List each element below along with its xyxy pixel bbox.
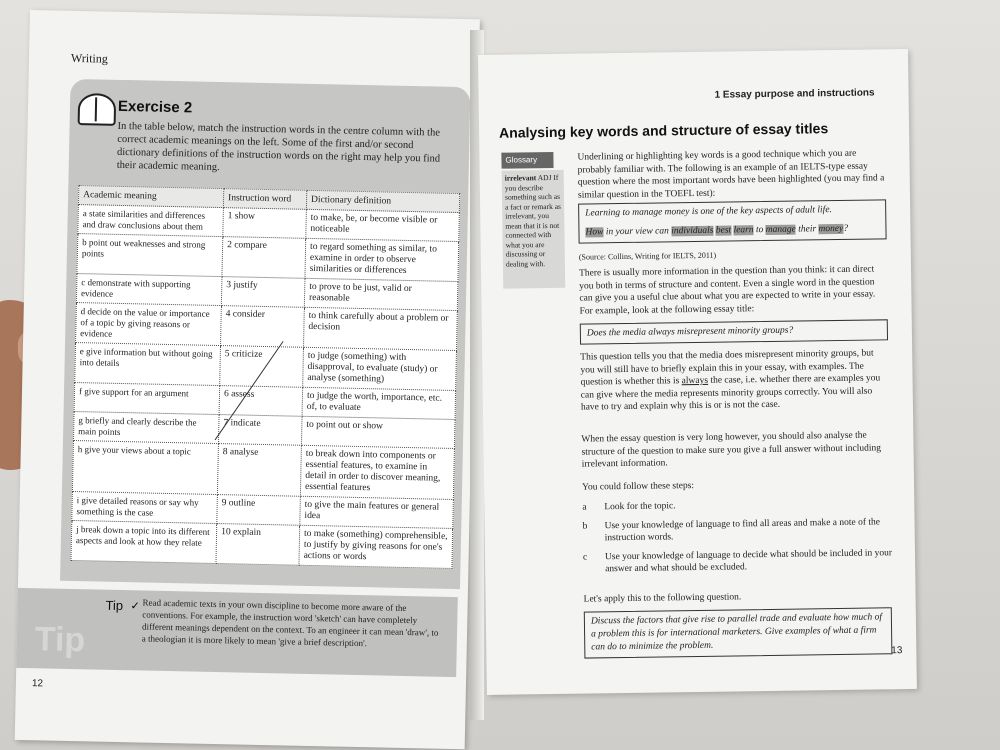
exercise-title: Exercise 2 (117, 97, 193, 117)
definition-cell: to make (something) comprehensible, to justify by giving reasons for one's actions or words (299, 525, 453, 568)
definition-cell: to think carefully about a problem or decision (303, 307, 457, 350)
glossary-entry (502, 170, 566, 289)
plain-text: their (795, 224, 819, 235)
word-cell: 1 show (223, 208, 307, 239)
meaning-cell: i give detailed reasons or say why something is the case (72, 491, 218, 523)
exercise-box (60, 79, 470, 589)
meaning-cell: j break down a topic into its different aspects and look at how they relate (71, 520, 217, 563)
meaning-cell: d decide on the value or importance of a topic by giving reasons or evidence (76, 303, 222, 346)
list-item (582, 497, 892, 514)
glossary-tab: Glossary (501, 152, 553, 169)
paragraph-1: Underlining or highlighting key words is a good technique which you are probably familiar with. The following is an example of an IELTS-type essay question where the most important words have been highlighted (you may find a similar question in the TOEFL test): (577, 148, 885, 201)
highlight-word: manage (765, 224, 796, 235)
definition-cell: to prove to be just, valid or reasonable (304, 278, 458, 310)
right-page (478, 49, 917, 695)
definition-cell: to judge (something) with disapproval, to evaluate (study) or analyse (something) (303, 347, 457, 390)
right-page-number: 13 (891, 645, 903, 657)
example-question-line-2 (585, 222, 879, 239)
meaning-cell: b point out weaknesses and strong points (77, 234, 223, 277)
example-question-line-1: Learning to manage money is one of the key aspects of adult life. (585, 205, 832, 219)
word-cell: 2 compare (222, 237, 306, 279)
meaning-cell: g briefly and clearly describe the main points (73, 412, 219, 444)
paragraph-2: There is usually more information in the question than you think: it can direct you both in terms of structure and content. Even a single word in the question can give you a useful clue about what you are expected to write in your essay. For example, look at the following essay title: (578, 264, 876, 317)
header-dictionary-definition: Dictionary definition (306, 190, 459, 212)
tip-label: Tip (105, 597, 124, 614)
meaning-cell: f give support for an argument (74, 383, 220, 415)
word-cell: 9 outline (217, 495, 301, 526)
left-page (15, 10, 480, 749)
highlight-word: money (818, 223, 844, 235)
definition-cell: to point out or show (301, 416, 455, 448)
header-academic-meaning: Academic meaning (78, 186, 223, 208)
exercise-intro: In the table below, match the instruction words in the centre column with the correct academic meanings on the left. Some of the first and/or second dictionary definitions of the instruction words on the right may help you find their academic meaning. (116, 120, 441, 174)
tip-box (16, 588, 458, 677)
paragraph-4: When the essay question is very long however, you should also analyse the structure of the question to make sure you give a full answer without including irrelevant information. (581, 430, 882, 470)
left-page-number: 12 (31, 678, 44, 690)
word-cell: 10 explain (216, 524, 300, 566)
plain-text: to (753, 225, 766, 236)
pencil-match-line (211, 336, 293, 448)
definition-cell: to judge the worth, importance, etc. of, to evaluate (302, 387, 456, 419)
glossary-term: irrelevant (504, 173, 537, 183)
meaning-cell: h give your views about a topic (72, 441, 218, 495)
list-item (583, 547, 893, 576)
definition-cell: to give the main features or general idea (300, 496, 454, 528)
meaning-cell: e give information but without going into details (75, 343, 221, 386)
para3-text-b: the case, i.e. whether there are examples you can give where the media represents minority groups correctly. You will also have to try and explain why this is or is not the case. (580, 373, 881, 413)
tip-text: Read academic texts in your own discipline to become more aware of the conventions. For example, the instruction word 'sketch' can have completely different meanings dependent on the context. To an engineer it can mean 'draw', to a theologian it is more likely to mean 'give a brief description'. (141, 597, 439, 649)
highlight-word: best (715, 225, 732, 236)
table-row (71, 520, 453, 568)
left-running-head: Writing (70, 50, 108, 66)
paragraph-5: You could follow these steps: (581, 481, 695, 493)
word-cell: 7 indicate (218, 415, 302, 446)
underlined-word: always (681, 375, 709, 387)
meaning-cell: a state similarities and differences and draw conclusions about them (78, 205, 224, 237)
definition-cell: to make, be, or become visible or noticeable (306, 209, 460, 241)
header-instruction-word: Instruction word (223, 189, 306, 210)
discussion-question-box: Discuss the factors that give rise to parallel trade and evaluate how much of a problem this is for international marketers. Give examples of what a firm can do to minimize the problem. (584, 607, 893, 658)
glossary-pos: ADJ (537, 172, 552, 183)
tip-watermark: Tip (34, 620, 86, 660)
word-cell: 3 justify (221, 277, 305, 308)
list-item (583, 516, 893, 545)
table-row (72, 441, 454, 500)
example-question-box (578, 199, 887, 243)
highlight-word: How (585, 227, 604, 238)
word-cell: 8 analyse (217, 444, 301, 497)
section-title: Analysing key words and structure of essay titles (498, 120, 829, 141)
word-cell: 4 consider (221, 306, 305, 348)
glossary-definition: If you describe something such as a fact or remark as irrelevant, you mean that it is not connected with what you are discussing or dealing with. (504, 172, 561, 269)
word-cell: 5 criticize (220, 346, 304, 388)
step-text: Use your knowledge of language to decide what should be included in your answer and what should be excluded. (604, 547, 893, 575)
highlight-word: learn (733, 225, 754, 236)
plain-text: ? (843, 223, 849, 234)
steps-list (582, 497, 893, 582)
book-icon (78, 93, 117, 126)
plain-text: in your view can (603, 226, 672, 238)
right-running-head: 1 Essay purpose and instructions (714, 87, 875, 101)
step-text: Look for the topic. (604, 501, 676, 513)
source-citation: (Source: Collins, Writing for IELTS, 2011) (578, 250, 717, 262)
paragraph-3 (580, 347, 891, 414)
check-icon: ✓ (130, 600, 140, 613)
step-text: Use your knowledge of language to find all areas and make a note of the instruction words. (604, 516, 881, 544)
word-cell: 6 assess (219, 386, 303, 417)
highlight-word: individuals (671, 225, 714, 237)
step-letter: b (582, 521, 588, 532)
para3-text-a: This question tells you that the media does misrepresent minority groups, but you will still have to briefly explain this in your essay, with examples. The question is whether this is (580, 348, 874, 388)
essay-title-box: Does the media always misrepresent minority groups? (580, 319, 888, 344)
meaning-cell: c demonstrate with supporting evidence (76, 274, 222, 306)
definition-cell: to break down into components or essential features, to examine in detail in order to discover meaning, essential features (300, 445, 454, 499)
paragraph-6: Let's apply this to the following question. (583, 592, 742, 605)
step-letter: a (582, 502, 587, 513)
step-letter: c (582, 552, 588, 563)
definition-cell: to regard something as similar, to examine in order to observe similarities or differences (305, 238, 459, 281)
